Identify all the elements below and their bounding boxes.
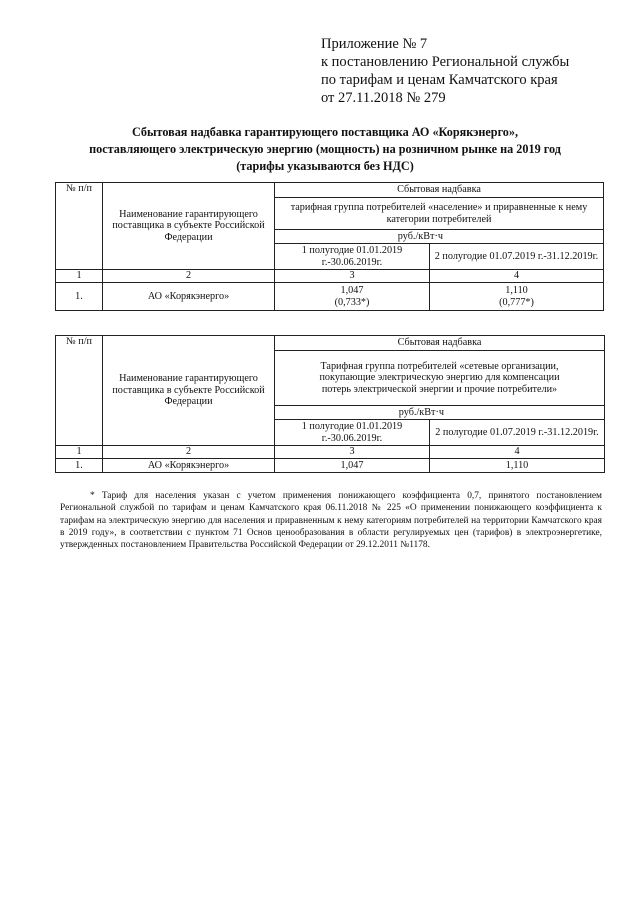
header-num: № п/п	[56, 183, 103, 270]
title-line: поставляющего электрическую энергию (мощность) на розничном рынке на 2019 год	[89, 142, 561, 156]
row-supplier: АО «Корякэнерго»	[103, 459, 275, 473]
value: 1,047	[340, 285, 364, 296]
header-half2: 2 полугодие 01.07.2019 г.-31.12.2019г.	[430, 244, 604, 270]
appendix-number: Приложение № 7	[321, 36, 428, 52]
header-half1: 1 полугодие 01.01.2019 г.-30.06.2019г.	[275, 244, 430, 270]
appendix-ref-line: к постановлению Региональной службы	[321, 54, 570, 70]
title-line: (тарифы указываются без НДС)	[236, 159, 414, 173]
header-supplier-name: Наименование гарантирующего поставщика в субъекте Российской Федерации	[103, 336, 275, 446]
footnote: * Тариф для населения указан с учетом применения понижающего коэффициента 0,7, принятого постановлением Региональной службой по тарифам и ценам Камчатского края 06.11.2018 № 225 «О применении понижающего коэффициента к тарифам на электрическую энергию для населения и приравненным к нему категориям потребителей на территории Камчатского края в 2019 году», в соответствии с пунктом 71 Основ ценообразования в области регулируемых цен (тарифов) в электроэнергетике, утвержденных постановлением Правительства Российской Федерации от 29.12.2011 №1178.	[60, 491, 602, 551]
appendix-header	[321, 35, 621, 107]
header-group: Сбытовая надбавка	[275, 183, 604, 198]
value-note: (0,777*)	[499, 296, 534, 308]
appendix-ref-line: по тарифам и ценам Камчатского края	[321, 72, 558, 88]
header-unit: руб./кВт·ч	[275, 230, 604, 244]
value-note: (0,733*)	[334, 296, 370, 308]
header-subgroup: Тарифная группа потребителей «сетевые организации, покупающие электрическую энергию для компенсации потерь электрической энергии и прочие потребители»	[275, 351, 605, 406]
row-value-half1: 1,047	[275, 459, 430, 473]
value: 1,110	[505, 285, 528, 296]
tariff-table-population	[55, 182, 604, 311]
tariff-table-other	[55, 335, 605, 473]
title-line: Сбытовая надбавка гарантирующего поставщика АО «Корякэнерго»,	[131, 125, 519, 139]
table-row	[56, 459, 605, 473]
header-num: № п/п	[56, 336, 103, 446]
row-value-half1	[275, 283, 430, 311]
document-title	[60, 124, 590, 175]
row-num: 1.	[56, 283, 103, 311]
header-half2: 2 полугодие 01.07.2019 г.-31.12.2019г.	[430, 420, 605, 446]
row-num: 1.	[56, 459, 103, 473]
index-cell: 2	[103, 446, 275, 459]
index-cell: 4	[430, 270, 604, 283]
header-unit: руб./кВт·ч	[275, 406, 605, 420]
header-group: Сбытовая надбавка	[275, 336, 605, 351]
appendix-date: от 27.11.2018 № 279	[321, 90, 446, 106]
index-cell: 2	[103, 270, 275, 283]
index-cell: 3	[275, 446, 430, 459]
header-supplier-name: Наименование гарантирующего поставщика в субъекте Российской Федерации	[103, 183, 275, 270]
index-cell: 1	[56, 270, 103, 283]
table-row	[56, 283, 604, 311]
index-cell: 1	[56, 446, 103, 459]
row-supplier: АО «Корякэнерго»	[103, 283, 275, 311]
header-subgroup: тарифная группа потребителей «население» и приравненные к нему категории потребителей	[275, 198, 604, 230]
index-cell: 4	[430, 446, 605, 459]
header-half1: 1 полугодие 01.01.2019 г.-30.06.2019г.	[275, 420, 430, 446]
row-value-half2: 1,110	[430, 459, 605, 473]
index-cell: 3	[275, 270, 430, 283]
row-value-half2	[430, 283, 604, 311]
